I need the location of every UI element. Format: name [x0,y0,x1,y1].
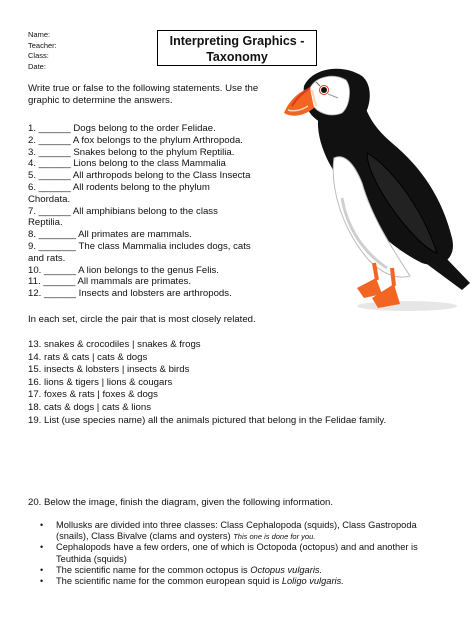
list-item: Chordata. [28,193,71,205]
bullet-icon: • [40,564,44,575]
list-item: 9. _______ The class Mammalia includes dogs, cats [28,240,251,252]
list-item: 10. ______ A lion belongs to the genus Felis. [28,264,219,276]
list-item: 6. ______ All rodents belong to the phylum [28,181,210,193]
pair-list [28,339,468,427]
list-item: 11. ______ All mammals are primates. [28,276,191,288]
bullet-item [40,542,440,564]
statement-list [28,123,278,300]
list-item: Reptilia. [28,217,63,229]
info-bullets [40,520,440,587]
list-item: 16. lions & tigers | lions & cougars [28,376,173,388]
list-item: 13. snakes & crocodiles | snakes & frogs [28,339,201,350]
title-line-1: Interpreting Graphics - [169,34,305,48]
list-item: 8. _______ All primates are mammals. [28,229,192,241]
bullet-item [40,520,440,542]
list-item: 18. cats & dogs | cats & lions [28,401,152,413]
list-item: 12. ______ Insects and lobsters are arthropods. [28,288,232,300]
name-label: Name: [28,30,51,39]
question-20: 20. Below the image, finish the diagram, given the following information. [28,497,334,508]
bullet-note: This one is done for you. [233,532,316,542]
list-item: 1. ______ Dogs belong to the order Felidae. [28,123,216,134]
list-item: 19. List (use species name) all the animals pictured that belong in the Felidae family. [28,414,387,426]
species-name: Loligo vulgaris. [281,576,344,587]
bullet-text: Cephalopods have a few orders, one of which is Octopoda (octopus) and and another is Teuthida (squids) [56,542,418,564]
instructions: Write true or false to the following statements. Use the graphic to determine the answers. [28,83,259,106]
student-info-fields [28,30,57,72]
puffin-icon [272,58,472,314]
list-item: 14. rats & cats | cats & dogs [28,351,148,363]
list-item: 5. ______ All arthropods belong to the Class Insecta [28,170,251,182]
title-line-2: Taxonomy [206,50,268,64]
set-instructions: In each set, circle the pair that is most closely related. [28,314,256,325]
bullet-text: The scientific name for the common european squid is [56,576,280,587]
bullet-icon: • [40,520,44,530]
list-item: 15. insects & lobsters | insects & birds [28,364,190,376]
bullet-item [40,576,440,587]
list-item: 17. foxes & rats | foxes & dogs [28,389,158,401]
bullet-item [40,565,440,576]
date-label: Date: [28,61,46,71]
list-item: 7. ______ All amphibians belong to the class [28,205,218,217]
species-name: Octopus vulgaris. [250,564,323,575]
list-item: 4. ______ Lions belong to the class Mammalia [28,158,226,170]
bullet-icon: • [40,576,44,587]
teacher-label: Teacher: [28,40,57,50]
class-label: Class: [28,51,49,60]
bullet-text: The scientific name for the common octopus is [56,564,248,575]
list-item: 3. ______ Snakes belong to the phylum Reptilia. [28,146,235,158]
bullet-text: Mollusks are divided into three classes: Class Cephalopoda (squids), Class Gastropoda (snails), Class Bivalve (clams and oysters) [56,520,417,542]
bullet-icon: • [40,542,44,553]
list-item: and rats. [28,252,66,264]
list-item: 2. ______ A fox belongs to the phylum Arthropoda. [28,134,243,146]
